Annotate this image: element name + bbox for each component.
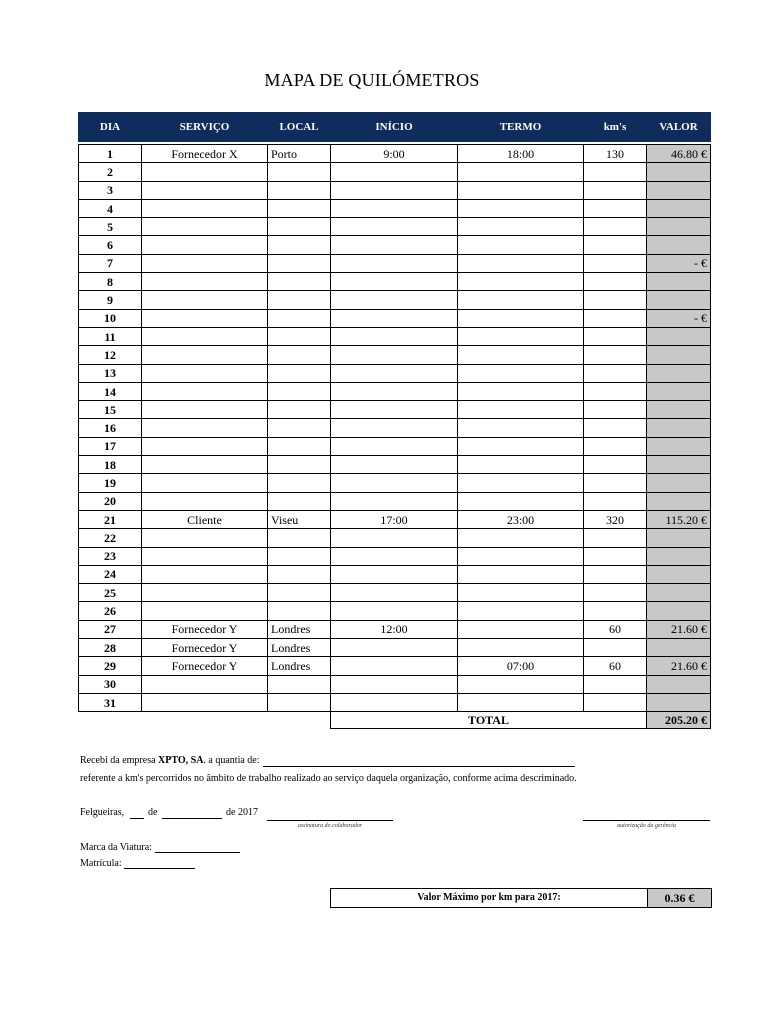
receipt-description: referente a km's percorridos no âmbito de trabalho realizado ao serviço daquela organização, conforme acima descriminado. bbox=[80, 773, 577, 784]
cell-inicio[interactable] bbox=[331, 492, 458, 510]
table-row bbox=[79, 346, 711, 364]
cell-termo[interactable] bbox=[458, 602, 584, 620]
table-row bbox=[79, 657, 711, 675]
cell-local[interactable]: Londres bbox=[268, 657, 331, 675]
cell-dia: 13 bbox=[79, 364, 142, 382]
vehicle-brand-field[interactable] bbox=[155, 852, 240, 853]
cell-valor[interactable] bbox=[647, 437, 711, 455]
cell-valor[interactable] bbox=[647, 456, 711, 474]
cell-inicio[interactable] bbox=[331, 309, 458, 327]
cell-valor[interactable] bbox=[647, 565, 711, 583]
cell-local[interactable] bbox=[268, 309, 331, 327]
cell-dia: 29 bbox=[79, 657, 142, 675]
cell-termo[interactable] bbox=[458, 236, 584, 254]
cell-kms[interactable] bbox=[584, 474, 647, 492]
cell-dia: 12 bbox=[79, 346, 142, 364]
cell-dia: 6 bbox=[79, 236, 142, 254]
collaborator-signature-line[interactable] bbox=[267, 820, 393, 821]
cell-valor[interactable] bbox=[647, 346, 711, 364]
company-name: XPTO, SA bbox=[158, 755, 204, 766]
cell-termo[interactable] bbox=[458, 584, 584, 602]
cell-valor[interactable] bbox=[647, 382, 711, 400]
table-row bbox=[79, 419, 711, 437]
cell-local[interactable] bbox=[268, 437, 331, 455]
total-label: TOTAL bbox=[331, 712, 647, 729]
cell-dia: 11 bbox=[79, 327, 142, 345]
cell-termo[interactable] bbox=[458, 675, 584, 693]
cell-local[interactable] bbox=[268, 199, 331, 217]
header-kms: km's bbox=[584, 113, 647, 142]
cell-valor[interactable] bbox=[647, 327, 711, 345]
cell-dia: 16 bbox=[79, 419, 142, 437]
cell-inicio[interactable] bbox=[331, 565, 458, 583]
table-row bbox=[79, 163, 711, 181]
cell-termo[interactable] bbox=[458, 492, 584, 510]
cell-local[interactable] bbox=[268, 273, 331, 291]
cell-termo[interactable]: 18:00 bbox=[458, 145, 584, 163]
cell-inicio[interactable] bbox=[331, 163, 458, 181]
cell-local[interactable] bbox=[268, 236, 331, 254]
cell-dia: 26 bbox=[79, 602, 142, 620]
cell-dia: 20 bbox=[79, 492, 142, 510]
cell-local[interactable] bbox=[268, 364, 331, 382]
cell-dia: 18 bbox=[79, 456, 142, 474]
cell-termo[interactable] bbox=[458, 456, 584, 474]
cell-dia: 4 bbox=[79, 199, 142, 217]
cell-dia: 17 bbox=[79, 437, 142, 455]
cell-inicio[interactable] bbox=[331, 382, 458, 400]
cell-local[interactable]: Londres bbox=[268, 620, 331, 638]
cell-inicio[interactable] bbox=[331, 639, 458, 657]
cell-inicio[interactable] bbox=[331, 693, 458, 711]
cell-local[interactable]: Viseu bbox=[268, 510, 331, 528]
cell-kms[interactable] bbox=[584, 163, 647, 181]
cell-termo[interactable] bbox=[458, 437, 584, 455]
cell-kms[interactable] bbox=[584, 199, 647, 217]
table-header bbox=[79, 113, 711, 142]
cell-servico[interactable] bbox=[142, 382, 268, 400]
cell-local[interactable] bbox=[268, 675, 331, 693]
cell-valor[interactable] bbox=[647, 492, 711, 510]
table-row bbox=[79, 675, 711, 693]
cell-kms[interactable] bbox=[584, 584, 647, 602]
cell-local[interactable] bbox=[268, 419, 331, 437]
date-de: de bbox=[148, 807, 158, 818]
day-field[interactable] bbox=[130, 818, 144, 819]
header-termo: TERMO bbox=[458, 113, 584, 142]
cell-servico[interactable] bbox=[142, 456, 268, 474]
cell-kms[interactable] bbox=[584, 218, 647, 236]
cell-kms[interactable]: 60 bbox=[584, 620, 647, 638]
max-rate-box bbox=[330, 888, 712, 908]
cell-termo[interactable] bbox=[458, 474, 584, 492]
cell-local[interactable] bbox=[268, 547, 331, 565]
header-dia: DIA bbox=[79, 113, 142, 142]
cell-valor[interactable]: - € bbox=[647, 309, 711, 327]
cell-valor[interactable]: 115.20 € bbox=[647, 510, 711, 528]
cell-kms[interactable] bbox=[584, 327, 647, 345]
table-row bbox=[79, 547, 711, 565]
cell-inicio[interactable]: 17:00 bbox=[331, 510, 458, 528]
cell-local[interactable]: Porto bbox=[268, 145, 331, 163]
cell-local[interactable] bbox=[268, 602, 331, 620]
cell-termo[interactable] bbox=[458, 309, 584, 327]
table-row bbox=[79, 584, 711, 602]
cell-inicio[interactable] bbox=[331, 657, 458, 675]
cell-termo[interactable] bbox=[458, 327, 584, 345]
cell-termo[interactable] bbox=[458, 639, 584, 657]
cell-kms[interactable] bbox=[584, 401, 647, 419]
plate-label: Matrícula: bbox=[80, 858, 122, 869]
cell-dia: 14 bbox=[79, 382, 142, 400]
cell-dia: 8 bbox=[79, 273, 142, 291]
cell-valor[interactable]: 46.80 € bbox=[647, 145, 711, 163]
cell-servico[interactable] bbox=[142, 236, 268, 254]
cell-dia: 28 bbox=[79, 639, 142, 657]
cell-termo[interactable] bbox=[458, 218, 584, 236]
cell-valor[interactable] bbox=[647, 602, 711, 620]
cell-servico[interactable] bbox=[142, 309, 268, 327]
table-row bbox=[79, 693, 711, 711]
table-row bbox=[79, 236, 711, 254]
cell-inicio[interactable] bbox=[331, 236, 458, 254]
cell-kms[interactable] bbox=[584, 236, 647, 254]
cell-local[interactable] bbox=[268, 456, 331, 474]
cell-kms[interactable] bbox=[584, 382, 647, 400]
collaborator-signature-caption: assinatura do colaborador bbox=[297, 823, 363, 829]
table-row bbox=[79, 401, 711, 419]
cell-servico[interactable] bbox=[142, 547, 268, 565]
cell-servico[interactable] bbox=[142, 474, 268, 492]
cell-valor[interactable] bbox=[647, 419, 711, 437]
cell-servico[interactable] bbox=[142, 565, 268, 583]
table-row bbox=[79, 492, 711, 510]
cell-kms[interactable] bbox=[584, 602, 647, 620]
table-row bbox=[79, 529, 711, 547]
cell-servico[interactable] bbox=[142, 401, 268, 419]
table-row bbox=[79, 456, 711, 474]
cell-local[interactable] bbox=[268, 492, 331, 510]
cell-dia: 24 bbox=[79, 565, 142, 583]
cell-inicio[interactable] bbox=[331, 364, 458, 382]
cell-dia: 19 bbox=[79, 474, 142, 492]
management-signature-line[interactable] bbox=[583, 820, 710, 821]
cell-kms[interactable] bbox=[584, 273, 647, 291]
table-row bbox=[79, 639, 711, 657]
cell-termo[interactable] bbox=[458, 364, 584, 382]
table-row bbox=[79, 364, 711, 382]
cell-local[interactable] bbox=[268, 693, 331, 711]
table-row bbox=[79, 620, 711, 638]
cell-local[interactable] bbox=[268, 163, 331, 181]
cell-dia: 5 bbox=[79, 218, 142, 236]
cell-termo[interactable] bbox=[458, 565, 584, 583]
cell-inicio[interactable] bbox=[331, 291, 458, 309]
cell-local[interactable] bbox=[268, 181, 331, 199]
table-row bbox=[79, 145, 711, 163]
cell-inicio[interactable] bbox=[331, 437, 458, 455]
cell-servico[interactable]: Cliente bbox=[142, 510, 268, 528]
cell-kms[interactable] bbox=[584, 309, 647, 327]
cell-valor[interactable] bbox=[647, 584, 711, 602]
cell-servico[interactable] bbox=[142, 218, 268, 236]
cell-termo[interactable] bbox=[458, 199, 584, 217]
total-row bbox=[79, 712, 711, 729]
cell-dia: 27 bbox=[79, 620, 142, 638]
receipt-line: Recebi da empresa XPTO, SA. a quantia de: bbox=[80, 755, 260, 766]
cell-local[interactable] bbox=[268, 254, 331, 272]
cell-kms[interactable]: 130 bbox=[584, 145, 647, 163]
max-rate-value: 0.36 € bbox=[648, 889, 711, 907]
cell-inicio[interactable] bbox=[331, 273, 458, 291]
cell-servico[interactable] bbox=[142, 291, 268, 309]
cell-termo[interactable] bbox=[458, 163, 584, 181]
cell-dia: 15 bbox=[79, 401, 142, 419]
cell-valor[interactable] bbox=[647, 218, 711, 236]
cell-local[interactable] bbox=[268, 474, 331, 492]
table-row bbox=[79, 327, 711, 345]
cell-local[interactable] bbox=[268, 529, 331, 547]
cell-kms[interactable] bbox=[584, 565, 647, 583]
cell-inicio[interactable]: 9:00 bbox=[331, 145, 458, 163]
cell-termo[interactable] bbox=[458, 620, 584, 638]
cell-valor[interactable]: 21.60 € bbox=[647, 620, 711, 638]
table-row bbox=[79, 199, 711, 217]
cell-inicio[interactable] bbox=[331, 346, 458, 364]
cell-termo[interactable] bbox=[458, 291, 584, 309]
cell-local[interactable] bbox=[268, 218, 331, 236]
vehicle-brand-label: Marca da Viatura: bbox=[80, 842, 152, 853]
cell-valor[interactable] bbox=[647, 236, 711, 254]
cell-kms[interactable] bbox=[584, 693, 647, 711]
cell-dia: 23 bbox=[79, 547, 142, 565]
cell-inicio[interactable] bbox=[331, 456, 458, 474]
cell-valor[interactable] bbox=[647, 639, 711, 657]
cell-inicio[interactable] bbox=[331, 419, 458, 437]
cell-servico[interactable] bbox=[142, 419, 268, 437]
cell-kms[interactable]: 320 bbox=[584, 510, 647, 528]
cell-local[interactable] bbox=[268, 291, 331, 309]
cell-dia: 9 bbox=[79, 291, 142, 309]
table-row bbox=[79, 273, 711, 291]
cell-servico[interactable] bbox=[142, 492, 268, 510]
cell-inicio[interactable] bbox=[331, 254, 458, 272]
cell-local[interactable] bbox=[268, 346, 331, 364]
cell-valor[interactable] bbox=[647, 181, 711, 199]
cell-inicio[interactable] bbox=[331, 218, 458, 236]
date-year: de 2017 bbox=[226, 807, 258, 818]
cell-termo[interactable] bbox=[458, 693, 584, 711]
cell-inicio[interactable] bbox=[331, 602, 458, 620]
cell-dia: 21 bbox=[79, 510, 142, 528]
header-inicio: INÍCIO bbox=[331, 113, 458, 142]
cell-servico[interactable] bbox=[142, 675, 268, 693]
cell-kms[interactable] bbox=[584, 181, 647, 199]
cell-local[interactable]: Londres bbox=[268, 639, 331, 657]
cell-servico[interactable] bbox=[142, 529, 268, 547]
cell-dia: 31 bbox=[79, 693, 142, 711]
cell-dia: 2 bbox=[79, 163, 142, 181]
max-rate-label: Valor Máximo por km para 2017: bbox=[331, 889, 648, 907]
cell-kms[interactable] bbox=[584, 364, 647, 382]
table-row bbox=[79, 602, 711, 620]
mileage-table bbox=[78, 112, 711, 729]
cell-valor[interactable] bbox=[647, 163, 711, 181]
cell-dia: 3 bbox=[79, 181, 142, 199]
cell-servico[interactable] bbox=[142, 199, 268, 217]
cell-valor[interactable] bbox=[647, 401, 711, 419]
cell-valor[interactable] bbox=[647, 547, 711, 565]
cell-termo[interactable] bbox=[458, 529, 584, 547]
cell-kms[interactable]: 60 bbox=[584, 657, 647, 675]
cell-inicio[interactable] bbox=[331, 675, 458, 693]
cell-servico[interactable]: Fornecedor X bbox=[142, 145, 268, 163]
header-servico: SERVIÇO bbox=[142, 113, 268, 142]
cell-servico[interactable] bbox=[142, 163, 268, 181]
cell-servico[interactable] bbox=[142, 602, 268, 620]
cell-valor[interactable]: 21.60 € bbox=[647, 657, 711, 675]
cell-servico[interactable] bbox=[142, 327, 268, 345]
cell-dia: 10 bbox=[79, 309, 142, 327]
table-row bbox=[79, 565, 711, 583]
cell-servico[interactable] bbox=[142, 181, 268, 199]
cell-inicio[interactable] bbox=[331, 474, 458, 492]
cell-valor[interactable] bbox=[647, 474, 711, 492]
cell-local[interactable] bbox=[268, 401, 331, 419]
table-row bbox=[79, 291, 711, 309]
cell-kms[interactable] bbox=[584, 346, 647, 364]
cell-valor[interactable] bbox=[647, 199, 711, 217]
header-local: LOCAL bbox=[268, 113, 331, 142]
cell-valor[interactable] bbox=[647, 364, 711, 382]
management-signature-caption: autorização da gerência bbox=[617, 823, 676, 829]
cell-valor[interactable] bbox=[647, 291, 711, 309]
cell-termo[interactable] bbox=[458, 547, 584, 565]
table-row bbox=[79, 218, 711, 236]
cell-inicio[interactable] bbox=[331, 547, 458, 565]
table-row bbox=[79, 309, 711, 327]
cell-dia: 7 bbox=[79, 254, 142, 272]
cell-termo[interactable] bbox=[458, 181, 584, 199]
cell-termo[interactable] bbox=[458, 382, 584, 400]
cell-termo[interactable] bbox=[458, 273, 584, 291]
cell-valor[interactable] bbox=[647, 693, 711, 711]
date-place: Felgueiras, bbox=[80, 807, 125, 818]
cell-inicio[interactable] bbox=[331, 584, 458, 602]
cell-kms[interactable] bbox=[584, 529, 647, 547]
cell-termo[interactable] bbox=[458, 346, 584, 364]
cell-valor[interactable] bbox=[647, 273, 711, 291]
cell-termo[interactable]: 07:00 bbox=[458, 657, 584, 675]
cell-inicio[interactable] bbox=[331, 529, 458, 547]
cell-local[interactable] bbox=[268, 327, 331, 345]
cell-servico[interactable] bbox=[142, 364, 268, 382]
cell-termo[interactable] bbox=[458, 401, 584, 419]
plate-field[interactable] bbox=[124, 868, 195, 869]
cell-servico[interactable] bbox=[142, 346, 268, 364]
cell-dia: 30 bbox=[79, 675, 142, 693]
cell-kms[interactable] bbox=[584, 456, 647, 474]
cell-inicio[interactable]: 12:00 bbox=[331, 620, 458, 638]
cell-inicio[interactable] bbox=[331, 199, 458, 217]
table-row bbox=[79, 382, 711, 400]
page-title: MAPA DE QUILÓMETROS bbox=[264, 70, 480, 90]
cell-servico[interactable]: Fornecedor Y bbox=[142, 639, 268, 657]
cell-kms[interactable] bbox=[584, 291, 647, 309]
cell-kms[interactable] bbox=[584, 419, 647, 437]
cell-valor[interactable] bbox=[647, 675, 711, 693]
table-row bbox=[79, 181, 711, 199]
cell-dia: 22 bbox=[79, 529, 142, 547]
month-field[interactable] bbox=[162, 818, 222, 819]
table-row bbox=[79, 254, 711, 272]
cell-servico[interactable] bbox=[142, 693, 268, 711]
cell-local[interactable] bbox=[268, 584, 331, 602]
cell-valor[interactable] bbox=[647, 529, 711, 547]
cell-dia: 25 bbox=[79, 584, 142, 602]
cell-inicio[interactable] bbox=[331, 401, 458, 419]
table-row bbox=[79, 474, 711, 492]
cell-servico[interactable]: Fornecedor Y bbox=[142, 620, 268, 638]
header-valor: VALOR bbox=[647, 113, 711, 142]
cell-servico[interactable] bbox=[142, 584, 268, 602]
cell-termo[interactable] bbox=[458, 254, 584, 272]
table-row bbox=[79, 437, 711, 455]
total-value: 205.20 € bbox=[647, 712, 711, 729]
cell-servico[interactable] bbox=[142, 437, 268, 455]
cell-kms[interactable] bbox=[584, 492, 647, 510]
cell-valor[interactable]: - € bbox=[647, 254, 711, 272]
cell-dia: 1 bbox=[79, 145, 142, 163]
cell-servico[interactable]: Fornecedor Y bbox=[142, 657, 268, 675]
cell-kms[interactable] bbox=[584, 547, 647, 565]
amount-field[interactable] bbox=[263, 766, 575, 767]
cell-servico[interactable] bbox=[142, 273, 268, 291]
cell-kms[interactable] bbox=[584, 254, 647, 272]
table-row bbox=[79, 510, 711, 528]
cell-termo[interactable] bbox=[458, 419, 584, 437]
cell-inicio[interactable] bbox=[331, 181, 458, 199]
cell-servico[interactable] bbox=[142, 254, 268, 272]
cell-kms[interactable] bbox=[584, 675, 647, 693]
cell-local[interactable] bbox=[268, 565, 331, 583]
cell-local[interactable] bbox=[268, 382, 331, 400]
cell-kms[interactable] bbox=[584, 639, 647, 657]
cell-inicio[interactable] bbox=[331, 327, 458, 345]
cell-kms[interactable] bbox=[584, 437, 647, 455]
cell-termo[interactable]: 23:00 bbox=[458, 510, 584, 528]
